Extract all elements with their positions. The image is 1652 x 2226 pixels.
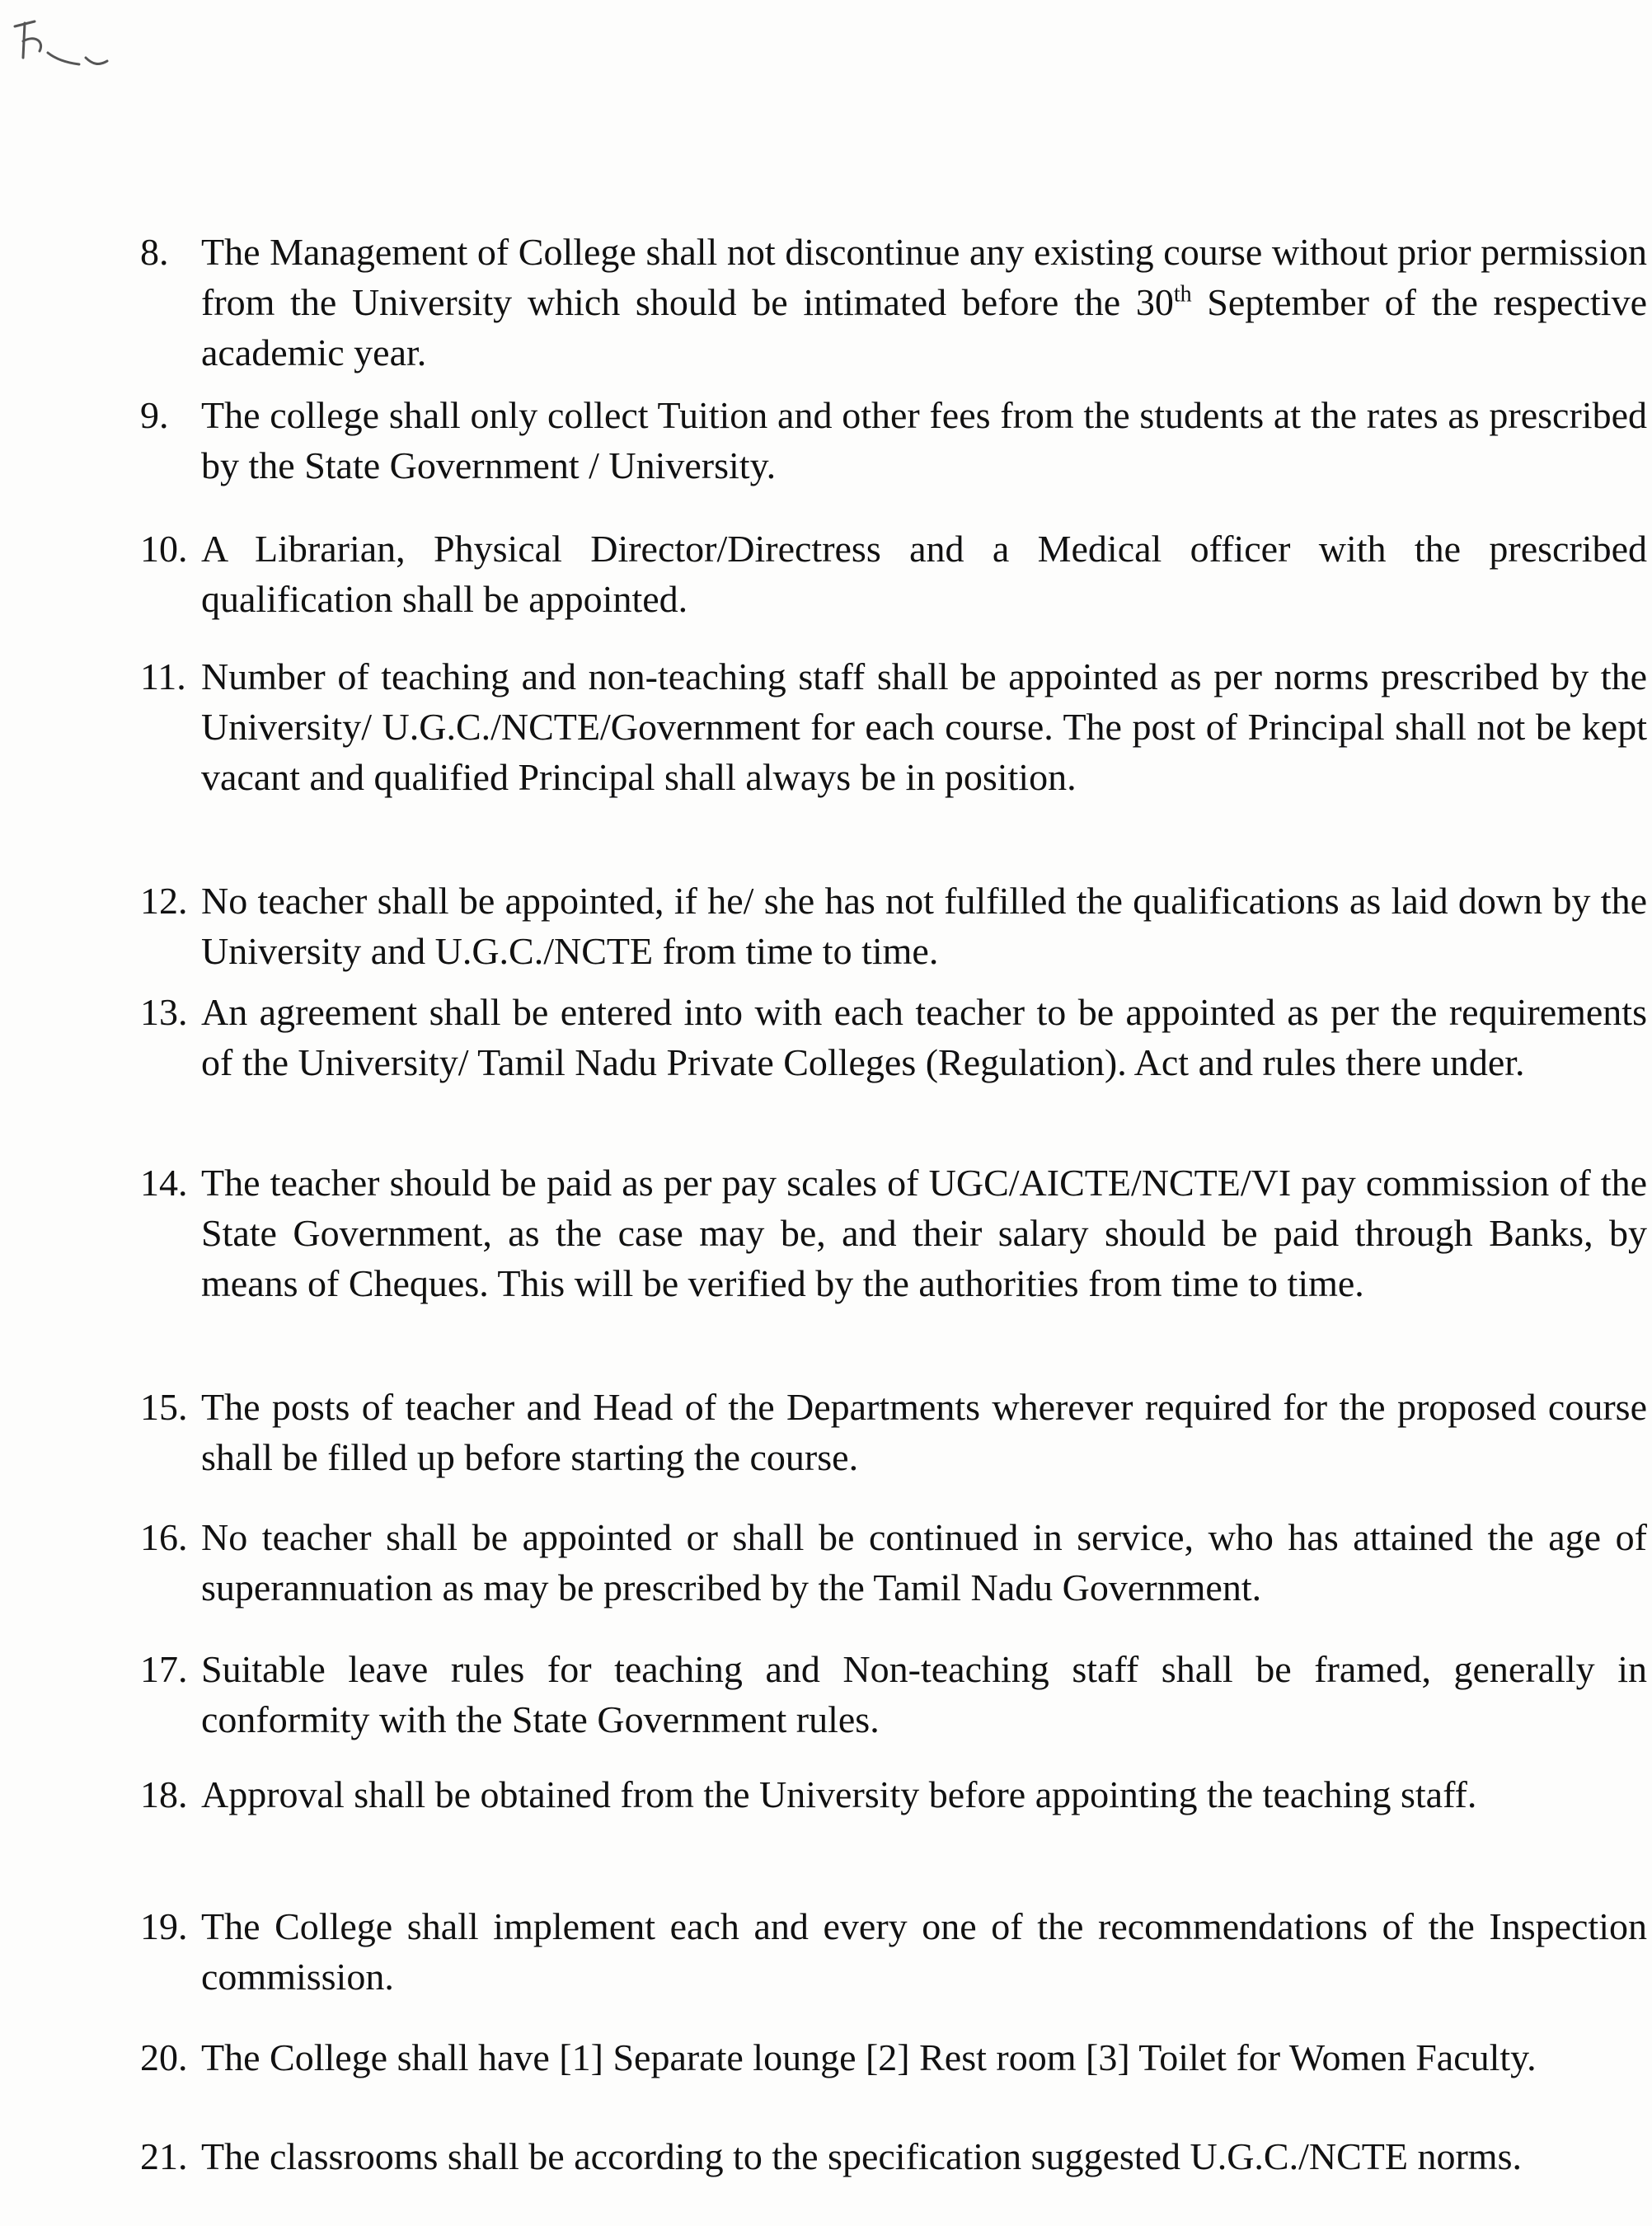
item-text: The college shall only collect Tuition and other fees from the students at the rates as prescribed by the State Government / University. [201, 394, 1647, 486]
item-text: The posts of teacher and Head of the Departments wherever required for the proposed course shall be filled up before starting the course. [201, 1386, 1647, 1478]
item-text: A Librarian, Physical Director/Directress and a Medical officer with the prescribed qualification shall be appointed. [201, 528, 1647, 620]
item-text [201, 227, 1647, 378]
item-text: An agreement shall be entered into with each teacher to be appointed as per the requirements of the University/ Tamil Nadu Private Colleges (Regulation). Act and rules there under. [201, 991, 1647, 1083]
item-number: 10. [140, 528, 188, 570]
item-text: Number of teaching and non-teaching staff shall be appointed as per norms prescribed by the University/ U.G.C./NCTE/Government for each course. The post of Principal shall not be kept vacant and qualified Principal shall always be in position. [201, 655, 1647, 798]
item-number: 9. [140, 394, 169, 436]
item-text: The teacher should be paid as per pay scales of UGC/AICTE/NCTE/VI pay commission of the State Government, as the case may be, and their salary should be paid through Banks, by means of Cheques. This will be verified by the authorities from time to time. [201, 1162, 1647, 1304]
item-text: The College shall implement each and every one of the recommendations of the Inspection commission. [201, 1905, 1647, 1998]
item-number: 17. [140, 1648, 188, 1690]
item-number: 12. [140, 880, 188, 922]
item-number: 21. [140, 2135, 188, 2177]
corner-ink-mark [7, 16, 114, 74]
item-text: Approval shall be obtained from the University before appointing the teaching staff. [201, 1773, 1477, 1815]
item-number: 15. [140, 1386, 188, 1428]
item-number: 19. [140, 1905, 188, 1947]
item-number: 13. [140, 991, 188, 1033]
item-number: 16. [140, 1516, 188, 1558]
item-text: No teacher shall be appointed or shall be continued in service, who has attained the age of superannuation as may be prescribed by the Tamil Nadu Government. [201, 1516, 1647, 1608]
item-number: 14. [140, 1162, 188, 1204]
item-text-main: The Management of College shall not discontinue any existing course without prior permission from the University which should be intimated before the 30 [201, 231, 1647, 323]
item-text: No teacher shall be appointed, if he/ she has not fulfilled the qualifications as laid down by the University and U.G.C./NCTE from time to time. [201, 880, 1647, 972]
item-number: 20. [140, 2036, 188, 2078]
item-number: 18. [140, 1773, 188, 1815]
item-text-rest: September of the respective academic year. [201, 281, 1647, 373]
ordinal-suffix: th [1173, 281, 1192, 308]
item-text: The classrooms shall be according to the specification suggested U.G.C./NCTE norms. [201, 2135, 1522, 2177]
item-number: 11. [140, 655, 186, 697]
item-text: The College shall have [1] Separate lounge [2] Rest room [3] Toilet for Women Faculty. [201, 2036, 1537, 2078]
item-text: Suitable leave rules for teaching and Non-teaching staff shall be framed, generally in conformity with the State Government rules. [201, 1648, 1647, 1740]
item-number: 8. [140, 231, 169, 273]
